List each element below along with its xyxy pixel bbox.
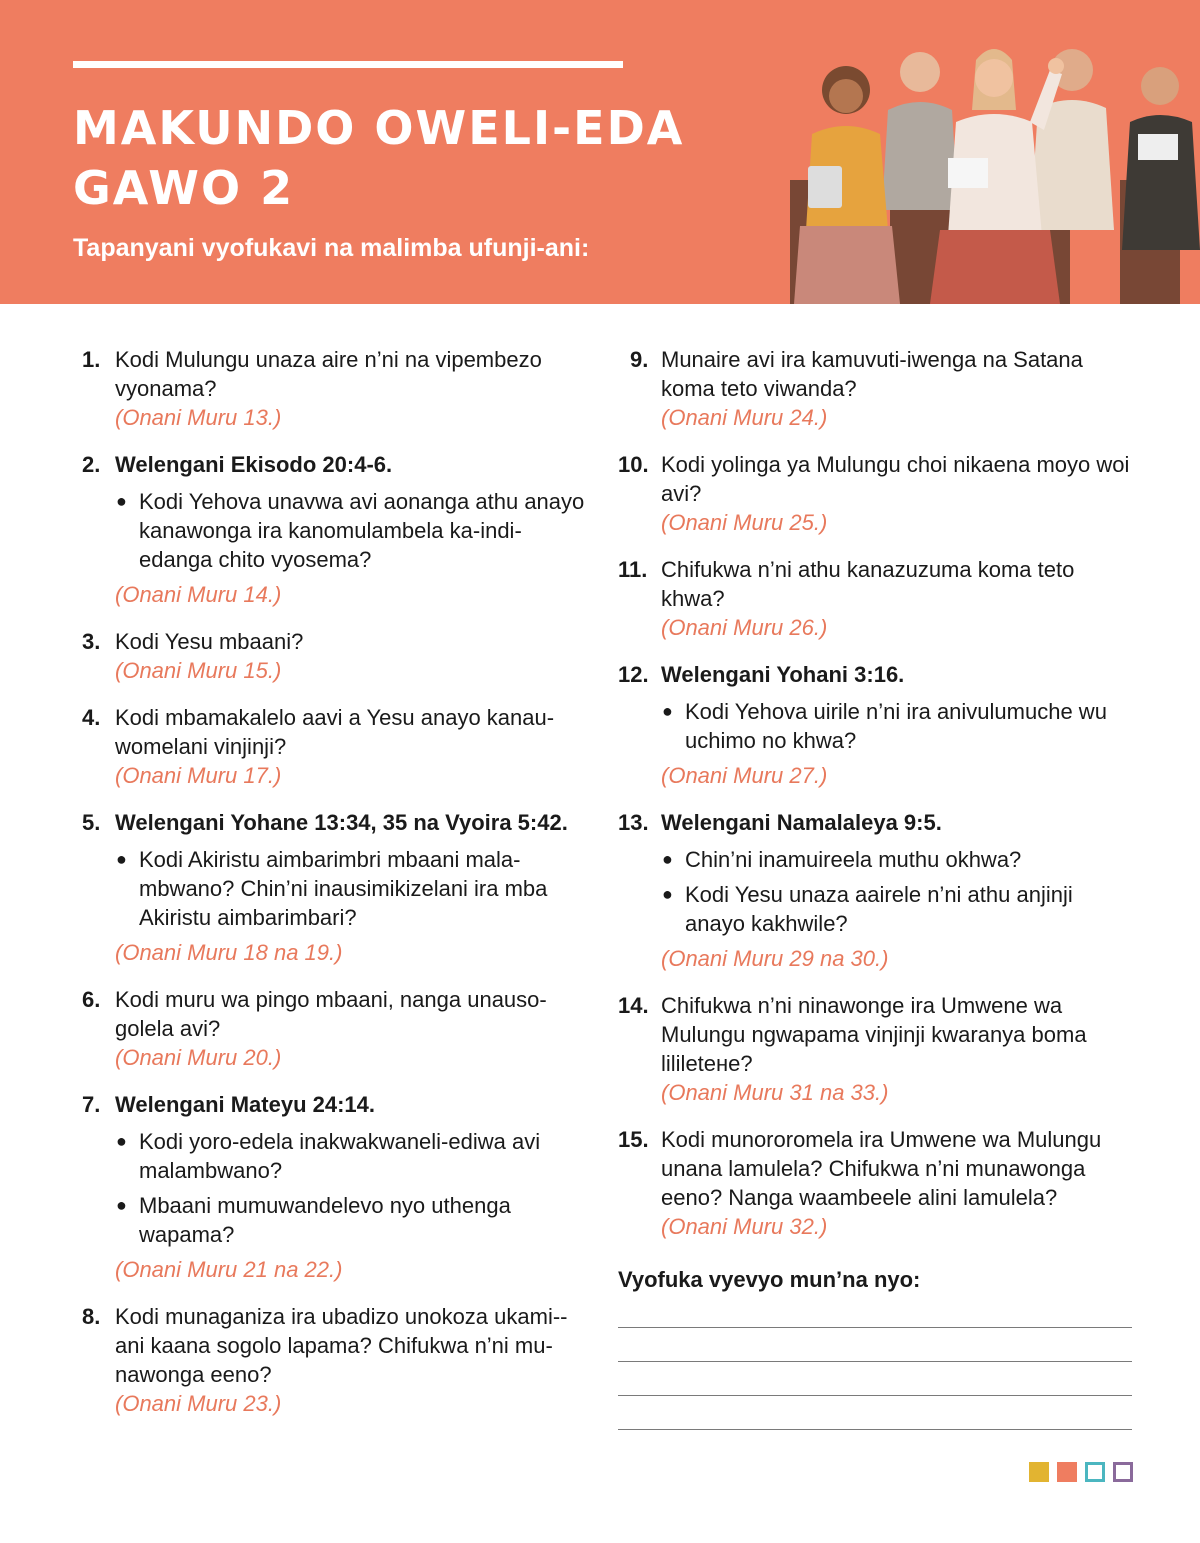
question-text: Munaire avi ira kamuvuti-iwenga na Satana koma teto viwanda? bbox=[661, 347, 1083, 401]
bullet-icon: ● bbox=[662, 701, 673, 721]
reference: (Onani Muru 29 na 30.) bbox=[661, 946, 889, 971]
question-number: 6. bbox=[82, 987, 101, 1012]
reference: (Onani Muru 20.) bbox=[115, 1045, 282, 1070]
question-14 bbox=[618, 991, 1138, 1107]
bullet-list bbox=[661, 697, 1138, 755]
bullet-item: ● Kodi Yesu unaza aairele n’ni athu anjinji anayo kakhwile? bbox=[662, 882, 1073, 936]
reference: (Onani Muru 32.) bbox=[661, 1214, 828, 1239]
people-illustration bbox=[760, 30, 1200, 304]
bullet-icon: ● bbox=[116, 1195, 127, 1215]
reference: (Onani Muru 14.) bbox=[115, 582, 282, 607]
question-text: Kodi Yesu mbaani? bbox=[115, 629, 304, 654]
bullet-icon: ● bbox=[116, 849, 127, 869]
note-line[interactable] bbox=[618, 1328, 1132, 1362]
reference: (Onani Muru 21 na 22.) bbox=[115, 1257, 343, 1282]
decorative-squares bbox=[1029, 1462, 1133, 1482]
question-15 bbox=[618, 1125, 1138, 1241]
bullet-list bbox=[115, 487, 592, 574]
question-number: 9. bbox=[630, 347, 649, 372]
question-12 bbox=[618, 660, 1138, 790]
page-subtitle: Tapanyani vyofukavi na malimba ufunji-ani: bbox=[73, 234, 590, 262]
questions-right-column bbox=[618, 345, 1138, 1430]
reference: (Onani Muru 26.) bbox=[661, 615, 828, 640]
reference: (Onani Muru 23.) bbox=[115, 1391, 282, 1416]
reference: (Onani Muru 24.) bbox=[661, 405, 828, 430]
question-text: Welengani Namalaleya 9:5. bbox=[661, 810, 942, 835]
question-1 bbox=[82, 345, 592, 432]
teal-outline-square-icon bbox=[1085, 1462, 1105, 1482]
question-text: Chifukwa n’ni ninawonge ira Umwene wa Mulungu ngwapama vinjinji kwaranya boma lilileteне? bbox=[661, 993, 1087, 1076]
question-7 bbox=[82, 1090, 592, 1284]
question-6 bbox=[82, 985, 592, 1072]
title-line-2: GAWO 2 bbox=[73, 161, 295, 215]
reference: (Onani Muru 17.) bbox=[115, 763, 282, 788]
question-10 bbox=[618, 450, 1138, 537]
question-text: Kodi munaganiza ira ubadizo unokoza ukami--ani kaana sogolo lapama? Chifukwa n’ni mu-nawonga eeno? bbox=[115, 1304, 568, 1387]
question-text: Chifukwa n’ni athu kanazuzuma koma teto khwa? bbox=[661, 557, 1075, 611]
reference: (Onani Muru 13.) bbox=[115, 405, 282, 430]
note-line[interactable] bbox=[618, 1362, 1132, 1396]
bullet-icon: ● bbox=[662, 884, 673, 904]
question-number: 3. bbox=[82, 629, 101, 654]
question-9 bbox=[618, 345, 1138, 432]
reference: (Onani Muru 18 na 19.) bbox=[115, 940, 343, 965]
question-number: 7. bbox=[82, 1092, 101, 1117]
question-11 bbox=[618, 555, 1138, 642]
yellow-square-icon bbox=[1029, 1462, 1049, 1482]
question-text: Welengani Yohani 3:16. bbox=[661, 662, 905, 687]
header-rule bbox=[73, 61, 623, 68]
question-text: Welengani Ekisodo 20:4-6. bbox=[115, 452, 393, 477]
notes-label: Vyofuka vyevyo mun’na nyo: bbox=[618, 1267, 921, 1292]
question-3 bbox=[82, 627, 592, 685]
questions-left-column bbox=[82, 345, 592, 1436]
bullet-item: ● Kodi Yehova unavwa avi aonanga athu anayo kanawonga ira kanomulambela ka-indi-edanga chito vyosema? bbox=[116, 489, 585, 572]
question-number: 12. bbox=[618, 662, 649, 687]
question-text: Kodi muru wa pingo mbaani, nanga unauso-golela avi? bbox=[115, 987, 547, 1041]
question-text: Welengani Mateyu 24:14. bbox=[115, 1092, 376, 1117]
bullet-icon: ● bbox=[116, 1131, 127, 1151]
bullet-item: ● Chin’ni inamuireela muthu okhwa? bbox=[662, 847, 1022, 872]
question-number: 4. bbox=[82, 705, 101, 730]
bullet-item: ● Kodi Akiristu aimbarimbri mbaani mala-mbwano? Chin’ni inausimikizelani ira mba Akiristu aimbarimbari? bbox=[116, 847, 548, 930]
question-2 bbox=[82, 450, 592, 609]
reference: (Onani Muru 15.) bbox=[115, 658, 282, 683]
question-5 bbox=[82, 808, 592, 967]
bullet-icon: ● bbox=[116, 491, 127, 511]
bullet-item: ● Kodi Yehova uirile n’ni ira anivulumuche wu uchimo no khwa? bbox=[662, 699, 1107, 753]
question-number: 8. bbox=[82, 1304, 101, 1329]
question-number: 1. bbox=[82, 347, 101, 372]
bullet-list bbox=[115, 845, 592, 932]
question-number: 13. bbox=[618, 810, 649, 835]
reference: (Onani Muru 31 na 33.) bbox=[661, 1080, 889, 1105]
bullet-item: ● Kodi yoro-edela inakwakwaneli-ediwa avi malambwano? bbox=[116, 1129, 541, 1183]
note-line[interactable] bbox=[618, 1294, 1132, 1328]
question-text: Kodi munororomela ira Umwene wa Mulungu unana lamulela? Chifukwa n’ni munawonga eeno? Nanga waambeele alini lamulela? bbox=[661, 1127, 1102, 1210]
purple-outline-square-icon bbox=[1113, 1462, 1133, 1482]
reference: (Onani Muru 25.) bbox=[661, 510, 828, 535]
page-title bbox=[73, 98, 693, 218]
bullet-list bbox=[661, 845, 1138, 938]
question-number: 10. bbox=[618, 452, 649, 477]
title-line-1: MAKUNDO OWELI-EDA bbox=[73, 101, 685, 155]
question-number: 11. bbox=[618, 557, 648, 582]
question-text: Kodi yolinga ya Mulungu choi nikaena moyo woi avi? bbox=[661, 452, 1130, 506]
bullet-list bbox=[115, 1127, 592, 1249]
question-8 bbox=[82, 1302, 592, 1418]
question-13 bbox=[618, 808, 1138, 973]
note-line[interactable] bbox=[618, 1396, 1132, 1430]
bullet-item: ● Mbaani mumuwandelevo nyo uthenga wapama? bbox=[116, 1193, 511, 1247]
bullet-icon: ● bbox=[662, 849, 673, 869]
coral-square-icon bbox=[1057, 1462, 1077, 1482]
question-number: 2. bbox=[82, 452, 101, 477]
reference: (Onani Muru 27.) bbox=[661, 763, 828, 788]
question-text: Kodi mbamakalelo aavi a Yesu anayo kanau-womelani vinjinji? bbox=[115, 705, 555, 759]
question-number: 14. bbox=[618, 993, 649, 1018]
question-number: 15. bbox=[618, 1127, 649, 1152]
question-text: Kodi Mulungu unaza aire n’ni na vipembezo vyonama? bbox=[115, 347, 542, 401]
question-number: 5. bbox=[82, 810, 101, 835]
question-text: Welengani Yohane 13:34, 35 na Vyoira 5:42. bbox=[115, 810, 568, 835]
question-4 bbox=[82, 703, 592, 790]
header-banner bbox=[0, 0, 1200, 304]
